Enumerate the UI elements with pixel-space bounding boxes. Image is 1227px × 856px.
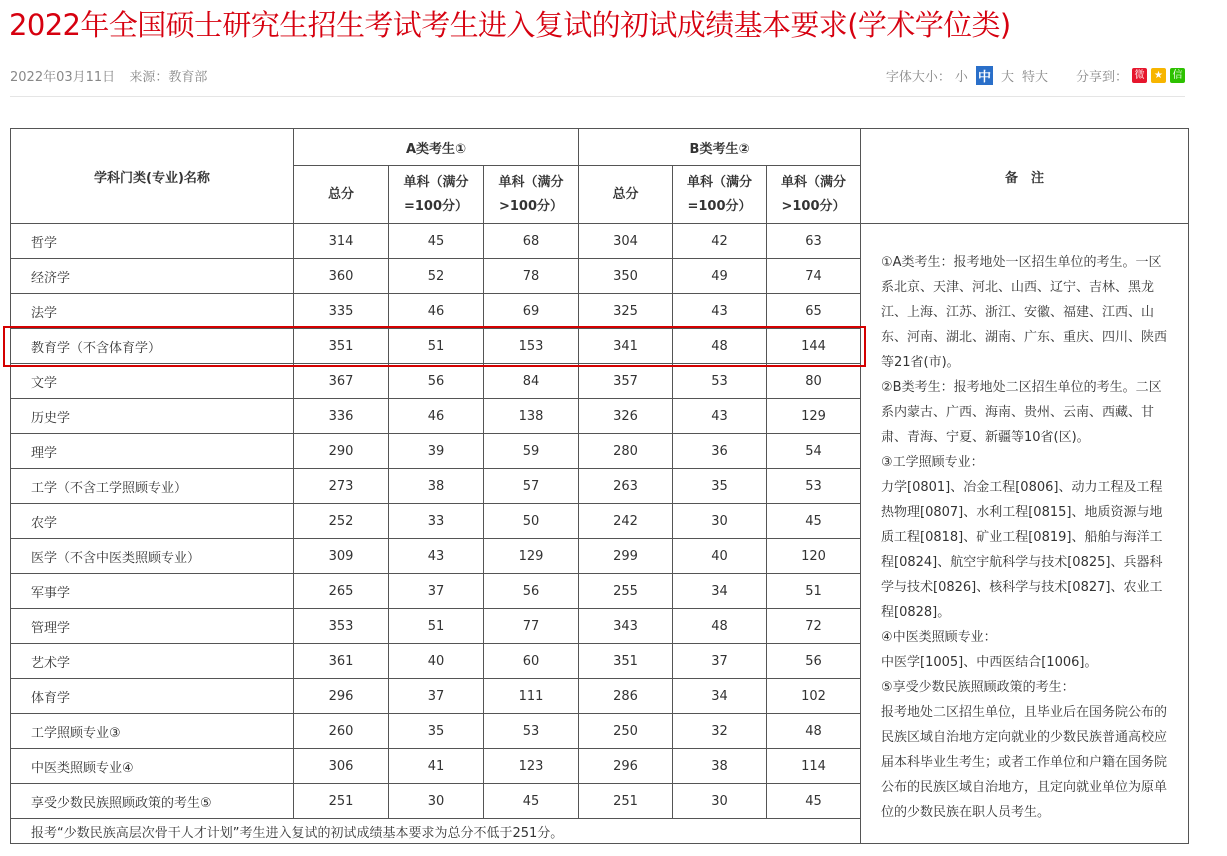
b-total-cell: 350 — [579, 259, 673, 294]
b-single-gt100-cell: 129 — [767, 399, 861, 434]
a-single-gt100-cell: 111 — [484, 679, 579, 714]
a-single100-cell: 52 — [389, 259, 484, 294]
a-single100-cell: 46 — [389, 399, 484, 434]
a-single100-cell: 51 — [389, 329, 484, 364]
note-paragraph: ⑤享受少数民族照顾政策的考生： — [881, 680, 1075, 695]
note-paragraph: 力学[0801]、冶金工程[0806]、动力工程及工程热物理[0807]、水利工程[0815]、地质资源与地质工程[0818]、矿业工程[0819]、船舶与海洋工程[0824]、航空宇航科学与技术[0825]、兵器科学与技术[0826]、核科学与技术[0827]、农业工程[0828]。 — [881, 480, 1163, 620]
article-tools — [886, 66, 1185, 85]
a-single100-cell: 40 — [389, 644, 484, 679]
col-b-single100: 单科（满分=100分） — [673, 166, 767, 224]
b-single-gt100-cell: 48 — [767, 714, 861, 749]
subject-name-cell: 军事学 — [11, 574, 294, 609]
subject-name-cell: 文学 — [11, 364, 294, 399]
subject-name-cell: 管理学 — [11, 609, 294, 644]
b-single100-cell: 30 — [673, 504, 767, 539]
group-b-header: B类考生② — [579, 129, 861, 166]
weibo-icon[interactable]: 微 — [1132, 68, 1147, 83]
b-single100-cell: 34 — [673, 679, 767, 714]
a-single100-cell: 35 — [389, 714, 484, 749]
subject-name-cell: 历史学 — [11, 399, 294, 434]
b-single100-cell: 36 — [673, 434, 767, 469]
b-total-cell: 325 — [579, 294, 673, 329]
publish-date: 2022年03月11日 — [10, 70, 116, 85]
b-total-cell: 286 — [579, 679, 673, 714]
subject-name-cell: 艺术学 — [11, 644, 294, 679]
a-total-cell: 265 — [294, 574, 389, 609]
a-single-gt100-cell: 153 — [484, 329, 579, 364]
b-single100-cell: 30 — [673, 784, 767, 819]
qzone-icon[interactable]: ★ — [1151, 68, 1166, 83]
a-single100-cell: 39 — [389, 434, 484, 469]
b-total-cell: 250 — [579, 714, 673, 749]
notes-header: 备 注 — [861, 129, 1189, 224]
b-single-gt100-cell: 56 — [767, 644, 861, 679]
font-size-small[interactable]: 小 — [954, 70, 968, 85]
b-single-gt100-cell: 102 — [767, 679, 861, 714]
a-single-gt100-cell: 50 — [484, 504, 579, 539]
b-total-cell: 242 — [579, 504, 673, 539]
a-single-gt100-cell: 68 — [484, 224, 579, 259]
b-single100-cell: 42 — [673, 224, 767, 259]
a-single-gt100-cell: 78 — [484, 259, 579, 294]
a-single-gt100-cell: 69 — [484, 294, 579, 329]
b-total-cell: 251 — [579, 784, 673, 819]
a-total-cell: 251 — [294, 784, 389, 819]
a-total-cell: 252 — [294, 504, 389, 539]
b-total-cell: 280 — [579, 434, 673, 469]
b-total-cell: 255 — [579, 574, 673, 609]
a-single-gt100-cell: 138 — [484, 399, 579, 434]
a-total-cell: 351 — [294, 329, 389, 364]
b-single-gt100-cell: 74 — [767, 259, 861, 294]
a-single-gt100-cell: 53 — [484, 714, 579, 749]
footer-note: 报考“少数民族高层次骨干人才计划”考生进入复试的初试成绩基本要求为总分不低于251分。 — [11, 819, 861, 844]
subject-name-cell: 享受少数民族照顾政策的考生⑤ — [11, 784, 294, 819]
col-a-single-gt100: 单科（满分>100分） — [484, 166, 579, 224]
a-total-cell: 273 — [294, 469, 389, 504]
a-total-cell: 306 — [294, 749, 389, 784]
b-single-gt100-cell: 63 — [767, 224, 861, 259]
b-single-gt100-cell: 144 — [767, 329, 861, 364]
subject-name-cell: 教育学（不含体育学） — [11, 329, 294, 364]
subject-name-cell: 理学 — [11, 434, 294, 469]
b-single100-cell: 32 — [673, 714, 767, 749]
source-label: 来源：教育部 — [129, 70, 208, 85]
a-single-gt100-cell: 45 — [484, 784, 579, 819]
subject-name-cell: 经济学 — [11, 259, 294, 294]
b-single100-cell: 48 — [673, 609, 767, 644]
subject-name-cell: 医学（不含中医类照顾专业） — [11, 539, 294, 574]
b-total-cell: 326 — [579, 399, 673, 434]
b-single-gt100-cell: 45 — [767, 784, 861, 819]
a-single100-cell: 43 — [389, 539, 484, 574]
share-label: 分享到： — [1075, 70, 1128, 85]
font-size-label: 字体大小： — [885, 70, 951, 85]
b-single-gt100-cell: 114 — [767, 749, 861, 784]
col-b-total: 总分 — [579, 166, 673, 224]
b-total-cell: 296 — [579, 749, 673, 784]
b-single-gt100-cell: 65 — [767, 294, 861, 329]
col-b-single-gt100: 单科（满分>100分） — [767, 166, 861, 224]
a-single100-cell: 56 — [389, 364, 484, 399]
a-single100-cell: 46 — [389, 294, 484, 329]
subject-header: 学科门类(专业)名称 — [11, 129, 294, 224]
b-single-gt100-cell: 120 — [767, 539, 861, 574]
score-table — [10, 128, 1189, 844]
a-total-cell: 260 — [294, 714, 389, 749]
wechat-icon[interactable]: 信 — [1170, 68, 1185, 83]
col-a-single100: 单科（满分=100分） — [389, 166, 484, 224]
table-row — [11, 224, 1189, 259]
subject-name-cell: 工学照顾专业③ — [11, 714, 294, 749]
a-total-cell: 336 — [294, 399, 389, 434]
subject-name-cell: 法学 — [11, 294, 294, 329]
subject-name-cell: 体育学 — [11, 679, 294, 714]
b-total-cell: 341 — [579, 329, 673, 364]
b-total-cell: 351 — [579, 644, 673, 679]
a-total-cell: 309 — [294, 539, 389, 574]
subject-name-cell: 哲学 — [11, 224, 294, 259]
a-single-gt100-cell: 57 — [484, 469, 579, 504]
a-single-gt100-cell: 84 — [484, 364, 579, 399]
a-single100-cell: 41 — [389, 749, 484, 784]
a-single100-cell: 45 — [389, 224, 484, 259]
b-single100-cell: 38 — [673, 749, 767, 784]
a-total-cell: 361 — [294, 644, 389, 679]
notes-cell — [861, 224, 1189, 844]
font-size-xlarge[interactable]: 特大 — [1021, 70, 1048, 85]
b-single100-cell: 53 — [673, 364, 767, 399]
b-single100-cell: 43 — [673, 399, 767, 434]
b-single100-cell: 40 — [673, 539, 767, 574]
subject-name-cell: 工学（不含工学照顾专业） — [11, 469, 294, 504]
b-total-cell: 263 — [579, 469, 673, 504]
b-single100-cell: 48 — [673, 329, 767, 364]
note-paragraph: 报考地处二区招生单位，且毕业后在国务院公布的民族区域自治地方定向就业的少数民族普通高校应届本科毕业生考生；或者工作单位和户籍在国务院公布的民族区域自治地方，且定向就业单位为原单位的少数民族在职人员考生。 — [881, 705, 1168, 820]
a-single-gt100-cell: 60 — [484, 644, 579, 679]
b-total-cell: 357 — [579, 364, 673, 399]
a-single100-cell: 33 — [389, 504, 484, 539]
group-a-header: A类考生① — [294, 129, 579, 166]
b-single100-cell: 34 — [673, 574, 767, 609]
a-total-cell: 296 — [294, 679, 389, 714]
note-paragraph: ③工学照顾专业： — [881, 455, 984, 470]
a-total-cell: 353 — [294, 609, 389, 644]
note-paragraph: ①A类考生：报考地处一区招生单位的考生。一区系北京、天津、河北、山西、辽宁、吉林、黑龙江、上海、江苏、浙江、安徽、福建、江西、山东、河南、湖北、湖南、广东、重庆、四川、陕西等21省(市)。 — [881, 255, 1168, 370]
a-total-cell: 367 — [294, 364, 389, 399]
a-single-gt100-cell: 77 — [484, 609, 579, 644]
a-single-gt100-cell: 123 — [484, 749, 579, 784]
note-paragraph: 中医学[1005]、中西医结合[1006]。 — [881, 655, 1098, 670]
b-single-gt100-cell: 72 — [767, 609, 861, 644]
note-paragraph: ②B类考生：报考地处二区招生单位的考生。二区系内蒙古、广西、海南、贵州、云南、西藏、甘肃、青海、宁夏、新疆等10省(区)。 — [881, 380, 1162, 445]
a-single100-cell: 30 — [389, 784, 484, 819]
a-single100-cell: 37 — [389, 679, 484, 714]
a-single100-cell: 51 — [389, 609, 484, 644]
page-title: 2022年全国硕士研究生招生考试考生进入复试的初试成绩基本要求(学术学位类) — [9, 8, 1011, 42]
b-single-gt100-cell: 53 — [767, 469, 861, 504]
a-total-cell: 290 — [294, 434, 389, 469]
a-single-gt100-cell: 59 — [484, 434, 579, 469]
a-single100-cell: 37 — [389, 574, 484, 609]
b-single-gt100-cell: 80 — [767, 364, 861, 399]
a-single-gt100-cell: 56 — [484, 574, 579, 609]
note-paragraph: ④中医类照顾专业： — [881, 630, 997, 645]
b-single-gt100-cell: 51 — [767, 574, 861, 609]
b-single100-cell: 35 — [673, 469, 767, 504]
b-total-cell: 299 — [579, 539, 673, 574]
a-total-cell: 360 — [294, 259, 389, 294]
article-meta — [10, 66, 217, 85]
subject-name-cell: 农学 — [11, 504, 294, 539]
b-single-gt100-cell: 45 — [767, 504, 861, 539]
a-total-cell: 335 — [294, 294, 389, 329]
font-size-large[interactable]: 大 — [1000, 70, 1014, 85]
b-single100-cell: 37 — [673, 644, 767, 679]
font-size-medium[interactable]: 中 — [976, 66, 993, 85]
a-single-gt100-cell: 129 — [484, 539, 579, 574]
divider — [10, 96, 1185, 97]
subject-name-cell: 中医类照顾专业④ — [11, 749, 294, 784]
b-single-gt100-cell: 54 — [767, 434, 861, 469]
a-single100-cell: 38 — [389, 469, 484, 504]
b-total-cell: 304 — [579, 224, 673, 259]
col-a-total: 总分 — [294, 166, 389, 224]
b-single100-cell: 49 — [673, 259, 767, 294]
b-single100-cell: 43 — [673, 294, 767, 329]
b-total-cell: 343 — [579, 609, 673, 644]
a-total-cell: 314 — [294, 224, 389, 259]
